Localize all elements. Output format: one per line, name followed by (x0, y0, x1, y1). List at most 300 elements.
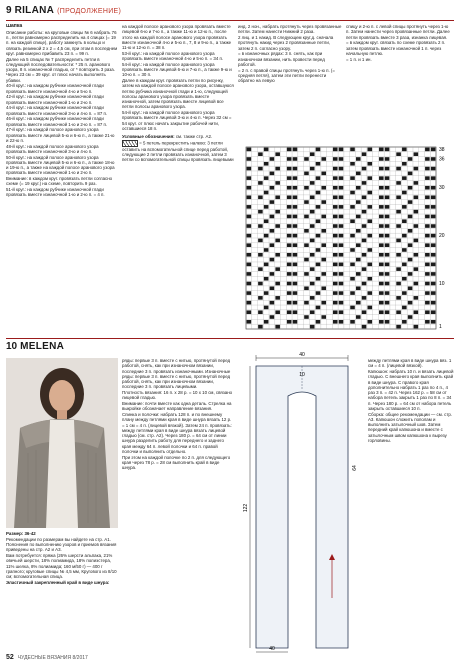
chart-cell (304, 286, 309, 290)
legend-title: Условные обозначения: (122, 134, 175, 139)
chart-cell (287, 148, 292, 152)
chart-cell (258, 224, 263, 228)
chart-cell (362, 181, 367, 185)
chart-cell (333, 263, 338, 267)
chart-cell (425, 320, 430, 324)
chart-cell (362, 296, 367, 300)
knitting-chart-svg (240, 143, 450, 333)
chart-cell (339, 234, 344, 238)
chart-row-label: 10 (439, 281, 445, 287)
chart-cell (247, 167, 252, 171)
chart-cell (287, 243, 292, 247)
paragraph: Спинка и полочки: набрать 128 п. и по внешнему плану между петлями края в виде шнура вязать 12 р. = 1 см = 4 п. (лицевой вязкой). Затем 24 п. провязать: между петлями края в виде шнура вязать лицевой гладью (см. стр. А2). Через 180 р. = 64 см от линии шнура разделить работу для переднего и заднего края между 64 п. левой полочки и 64 п. правой полочки и выполнить отдельно. (122, 412, 232, 454)
chart-cell (431, 195, 436, 199)
chart-cell (333, 176, 338, 180)
chart-cell (379, 263, 384, 267)
chart-cell (368, 205, 373, 209)
chart-cell (368, 277, 373, 281)
chart-cell (258, 152, 263, 156)
chart-cell (321, 301, 326, 305)
paragraph: = в изнаночных рядах: 3 п. снять, как при изнаночном вязании, нить провести перед работой. (238, 51, 325, 67)
chart-cell (431, 301, 436, 305)
paragraph: ряды: первые 3 п. вместе с нитью, протянутой перед работой, снять, как при изнаночном вязании, последние 3 п. провязать изнаночными. Изнаночные ряды: первые 3 п. вместе с нитью, протянутой перед работой, снять, как при изнаночном вязании, последние 3 п. провязать лицевыми. (122, 358, 231, 390)
chart-cell (304, 157, 309, 161)
chart-cell (287, 186, 292, 190)
page-number: 52 (6, 654, 14, 661)
chart-cell (247, 310, 252, 314)
chart-cell (425, 291, 430, 295)
chart-cell (264, 306, 269, 310)
page-footer (6, 654, 88, 661)
chart-cell (414, 282, 419, 286)
chart-cell (425, 205, 430, 209)
chart-cell (264, 277, 269, 281)
chart-cell (247, 272, 252, 276)
chart-cell (356, 172, 361, 176)
chart-cell (425, 215, 430, 219)
chart-cell (321, 243, 326, 247)
paragraph: Описание работы: на круговые спицы № 6 набрать 76 п., петли равномерно распределить на 4 спицах (= 19 п. на каждой спице), работу замкнуть в кольцо и связать резинкой 2 х 2 = 4,5 см, при этом в последнем круг. равномерно прибавить 23 п. = 99 п. (6, 29, 118, 56)
chart-cell (275, 181, 280, 185)
chart-cell (431, 157, 436, 161)
chart-cell (396, 239, 401, 243)
chart-cell (264, 191, 269, 195)
chart-cell (385, 186, 390, 190)
chart-cell (362, 267, 367, 271)
chart-cell (270, 186, 275, 190)
chart-cell (350, 320, 355, 324)
chart-cell (287, 320, 292, 324)
chart-cell (431, 253, 436, 257)
paragraph: Капюшон: набрать 10 п. и вязать лицевой гладью. С внешнего края выполнить край в виде шнура. С правого края дополнительно набрать 1 раз по 4 п., 4 раз 3 п. = 42 п. Через 162 р. = 58 см от набора петель закрыть 1 раз по 8 п. = 34 п. Через 180 р. = 64 см от набора петель закрыть оставшиеся 10 п. (368, 369, 454, 411)
chart-cell (350, 263, 355, 267)
chart-cell (379, 253, 384, 257)
chart-cell (264, 234, 269, 238)
chart-cell (270, 258, 275, 262)
chart-cell (316, 320, 321, 324)
text-column-2 (122, 24, 234, 338)
paragraph: 40-й круг.: на каждом рубчике изнаночной глади провязать вместе изнаночной 4-ю и 5-ю п. (6, 83, 104, 94)
chart-cell (350, 205, 355, 209)
chart-cell (293, 205, 298, 209)
chart-cell (275, 239, 280, 243)
legend-item: = 5 петель перекрестить налево: 3 петли оставить на вспомогательной спице перед работой, следующие 2 петли провязать изнаночной, затем 3 петли со вспомогательной спицы провязать лицевыми (122, 140, 234, 163)
chart-cell (247, 157, 252, 161)
page-header (6, 5, 121, 19)
chart-cell (379, 205, 384, 209)
chart-cell (333, 234, 338, 238)
chart-cell (321, 157, 326, 161)
chart-cell (247, 291, 252, 295)
chart-cell (258, 239, 263, 243)
chart-cell (339, 167, 344, 171)
chart-cell (379, 215, 384, 219)
chart-cell (293, 243, 298, 247)
chart-cell (247, 282, 252, 286)
chart-cell (333, 195, 338, 199)
chart-cell (414, 310, 419, 314)
chart-cell (293, 215, 298, 219)
chart-cell (431, 310, 436, 314)
chart-cell (350, 162, 355, 166)
chart-cell (356, 215, 361, 219)
chart-cell (316, 162, 321, 166)
chart-cell (431, 167, 436, 171)
melena-column-3 (368, 358, 454, 654)
paragraph: 51-й круг.: на каждом рубчике изнаночной глади провязать вместе изнаночной 1-ю и 2-ю п. = 4 п. (6, 187, 105, 198)
chart-cell (402, 291, 407, 295)
chart-cell (385, 291, 390, 295)
chart-cell (247, 176, 252, 180)
chart-cell (287, 234, 292, 238)
chart-cell (316, 148, 321, 152)
chart-cell (339, 186, 344, 190)
chart-cell (333, 301, 338, 305)
chart-cell (316, 234, 321, 238)
chart-cell (316, 205, 321, 209)
chart-cell (414, 195, 419, 199)
chart-cell (304, 315, 309, 319)
chart-cell (258, 267, 263, 271)
knitting-chart (240, 143, 450, 333)
chart-cell (425, 157, 430, 161)
chart-cell (356, 229, 361, 233)
chart-cell (425, 195, 430, 199)
chart-cell (293, 234, 298, 238)
paragraph: 53-й круг.: на каждой полосе аранового узора провязать вместе изнаночной 4-ю и 5-ю п. = 34 п. (122, 50, 224, 61)
chart-cell (321, 286, 326, 290)
chart-cell (275, 167, 280, 171)
chart-cell (408, 157, 413, 161)
paragraph: 54-й круг.: на каждой полосе аранового узора провязать вместе лицевой 6-ю и 7-ю п., а также 9-ю и 10-ю п. = 30 п. (122, 61, 232, 78)
chart-cell (287, 291, 292, 295)
chart-cell (333, 291, 338, 295)
chart-cell (362, 310, 367, 314)
chart-cell (396, 310, 401, 314)
chart-cell (402, 277, 407, 281)
chart-cell (287, 215, 292, 219)
chart-cell (425, 167, 430, 171)
chart-cell (293, 157, 298, 161)
chart-cell (264, 176, 269, 180)
chart-cell (339, 291, 344, 295)
chart-cell (287, 224, 292, 228)
chart-cell (414, 325, 419, 329)
chart-cell (362, 195, 367, 199)
chart-cell (339, 205, 344, 209)
chart-cell (402, 176, 407, 180)
chart-cell (270, 286, 275, 290)
chart-cell (258, 310, 263, 314)
chart-cell (339, 310, 344, 314)
chart-cell (414, 296, 419, 300)
chart-cell (408, 243, 413, 247)
paragraph: спицу и 2-ю п. с левой спицы протянуть через 1-ю п. Затем нанести через провязанные петли. Далее петли провязать вместе 3 раза, изнанка лицевая. (346, 24, 450, 40)
chart-cell (304, 172, 309, 176)
chart-cell (258, 325, 263, 329)
chart-cell (321, 229, 326, 233)
dim-height: 122 (243, 503, 249, 513)
chart-cell (385, 167, 390, 171)
paragraph: Далее на 5 спицах № 7 распределить петли в следующей последовательности: * 25 п. аранового узора, 8 п. изнаночной гладью, от * повторить 3 раза. Через 23 см = 39 круг. от плюс начать выполнять убавки. (6, 56, 115, 83)
chart-cell (368, 306, 373, 310)
chart-cell (431, 215, 436, 219)
chart-cell (356, 315, 361, 319)
chart-cell (402, 320, 407, 324)
chart-cell (379, 167, 384, 171)
chart-cell (396, 325, 401, 329)
chart-cell (316, 176, 321, 180)
chart-cell (408, 172, 413, 176)
chart-cell (339, 320, 344, 324)
chart-cell (287, 167, 292, 171)
chart-cell (379, 224, 384, 228)
magazine-name: ЧУДЕСНЫЕ ВЯЗАНИЯ 8/2017 (17, 655, 88, 661)
chart-cell (287, 310, 292, 314)
chart-cell (356, 301, 361, 305)
chart-cell (264, 148, 269, 152)
chart-cell (264, 263, 269, 267)
chart-cell (362, 224, 367, 228)
chart-cell (247, 215, 252, 219)
legend-ref: см. также стр. А2. (175, 134, 213, 139)
chart-cell (275, 210, 280, 214)
chart-cell (385, 301, 390, 305)
chart-cell (293, 263, 298, 267)
chart-cell (396, 224, 401, 228)
chart-cell (396, 181, 401, 185)
chart-cell (396, 167, 401, 171)
chart-row-label: 36 (439, 156, 445, 163)
chart-cell (385, 224, 390, 228)
text-column-4 (346, 24, 450, 142)
chart-cell (270, 215, 275, 219)
dim-top: 40 (299, 352, 305, 358)
chart-cell (402, 191, 407, 195)
chart-cell (396, 195, 401, 199)
chart-cell (431, 205, 436, 209)
chart-cell (408, 258, 413, 262)
chart-cell (264, 219, 269, 223)
chart-cell (402, 148, 407, 152)
section10-title: MELENA (20, 341, 65, 352)
chart-cell (379, 186, 384, 190)
chart-cell (402, 234, 407, 238)
chart-cell (414, 167, 419, 171)
paragraph: 2 лиц. и 1 накид. В следующем круг.д. сначала протянуть накид через 2 провязанные петли, затем 2 п. согласно узору. (238, 35, 334, 51)
chart-cell (270, 243, 275, 247)
paragraph: При этом на каждой полочке по 2 п. для следующего края через 78 р. = 28 см выполнить край в виде шнура. (122, 454, 231, 470)
chart-cell (350, 306, 355, 310)
chart-cell (368, 234, 373, 238)
chart-cell (431, 282, 436, 286)
chart-cell (425, 176, 430, 180)
chart-cell (287, 205, 292, 209)
chart-cell (270, 229, 275, 233)
dim-bottom: 40 (269, 646, 275, 652)
chart-cell (247, 234, 252, 238)
paragraph: = в каждом круг. связать по схеме провязать 2 п. затем провязать вместе изнаночной 1 п. через начальную петлю. (346, 40, 446, 56)
chart-cell (316, 248, 321, 252)
chart-cell (247, 205, 252, 209)
melena-column-2 (122, 358, 234, 654)
paragraph: 54-й круг.: на каждой полосе аранового узора провязать вместе лицевой 3-ю и 4-ю п. Через 32 см = 54 круг. от плюс начать закрытие рабочей нити, оставшиеся 18 п. (122, 110, 232, 131)
paragraph: 44-й круг.: на каждом рубчике изнаночной глади провязать вместе изнаночной 3-ю и 4-ю п. = 87 п. (6, 105, 108, 116)
chart-cell (350, 148, 355, 152)
chart-cell (321, 258, 326, 262)
chart-cell (293, 291, 298, 295)
chart-cell (362, 325, 367, 329)
chart-cell (385, 215, 390, 219)
chart-cell (275, 152, 280, 156)
chart-cell (310, 210, 315, 214)
chart-cell (425, 186, 430, 190)
chart-row-label: 38 (439, 146, 445, 153)
chart-cell (408, 301, 413, 305)
chart-cell (425, 243, 430, 247)
chart-cell (362, 239, 367, 243)
paragraph: 47-й круг.: на каждой полосе аранового узора провязать вместе лицевой 5-ю и 6-ю п., а также 21-ю и 22-ю п. (6, 127, 115, 143)
chart-cell (431, 224, 436, 228)
chart-cell (316, 219, 321, 223)
chart-cell (339, 282, 344, 286)
chart-cell (431, 243, 436, 247)
chart-cell (258, 181, 263, 185)
chart-cell (379, 320, 384, 324)
chart-cell (310, 325, 315, 329)
garment-schema (238, 348, 363, 656)
chart-cell (362, 282, 367, 286)
chart-cell (333, 215, 338, 219)
section10-number: 10 (6, 341, 18, 352)
edge-title: Эластичный закрепленный край в виде шнура: (6, 579, 110, 585)
chart-cell (408, 272, 413, 276)
chart-cell (425, 263, 430, 267)
chart-row-label: 1 (439, 324, 442, 331)
chart-cell (396, 152, 401, 156)
chart-cell (333, 148, 338, 152)
paragraph: 48-й круг.: на каждой полосе аранового узора провязать вместе изнаночной 3-ю и 4-ю п. (6, 143, 99, 154)
paragraph: Далее в каждом круг. провязать петли по рисунку, затем на каждой полосе аранового узора, оставшуюся петлю рубчика изнаночной глади и 1-ю, следующей полосы аранового узора провязать вместе изнаночной, затем провязать вместе лицевой все петли полосы аранового узора. (122, 78, 234, 110)
chart-cell (379, 234, 384, 238)
chart-cell (414, 181, 419, 185)
section10-header (6, 341, 64, 352)
chart-cell (379, 148, 384, 152)
chart-cell (258, 210, 263, 214)
section-subtitle: (ПРОДОЛЖЕНИЕ) (57, 8, 122, 15)
chart-cell (310, 296, 315, 300)
chart-cell (431, 320, 436, 324)
chart-cell (356, 258, 361, 262)
chart-cell (339, 176, 344, 180)
chart-cell (385, 243, 390, 247)
chart-cell (310, 253, 315, 257)
chart-cell (304, 272, 309, 276)
chart-cell (293, 282, 298, 286)
chart-cell (287, 263, 292, 267)
chart-cell (396, 282, 401, 286)
chart-cell (379, 157, 384, 161)
text-column-3 (238, 24, 342, 142)
chart-cell (425, 253, 430, 257)
chart-cell (287, 253, 292, 257)
chart-cell (339, 263, 344, 267)
chart-cell (247, 263, 252, 267)
chart-cell (385, 320, 390, 324)
chart-cell (379, 282, 384, 286)
chart-cell (293, 320, 298, 324)
paragraph: Рекомендации по размерам вы найдете на стр. А1. Пояснения по выполнению узоров и приемов вязания приведены на стр. А2 и А3. (6, 536, 117, 553)
chart-cell (350, 219, 355, 223)
chart-cell (385, 176, 390, 180)
chart-cell (362, 152, 367, 156)
chart-cell (321, 172, 326, 176)
chart-cell (275, 253, 280, 257)
chart-cell (385, 282, 390, 286)
chart-cell (385, 253, 390, 257)
chart-cell (333, 282, 338, 286)
chart-cell (414, 224, 419, 228)
garment-schema-svg (238, 348, 363, 656)
chart-cell (275, 282, 280, 286)
chart-cell (264, 320, 269, 324)
chart-cell (275, 296, 280, 300)
chart-cell (304, 301, 309, 305)
chart-cell (287, 157, 292, 161)
chart-cell (431, 272, 436, 276)
chart-cell (368, 320, 373, 324)
paragraph: = 1 п. и 1 ин. (346, 56, 372, 62)
chart-cell (350, 277, 355, 281)
chart-cell (293, 167, 298, 171)
chart-cell (310, 267, 315, 271)
chart-cell (414, 152, 419, 156)
chart-cell (247, 224, 252, 228)
chart-cell (310, 310, 315, 314)
chart-cell (425, 148, 430, 152)
chart-cell (356, 286, 361, 290)
chart-cell (402, 219, 407, 223)
chart-cell (304, 258, 309, 262)
chart-cell (425, 224, 430, 228)
chart-cell (356, 157, 361, 161)
chart-cell (310, 282, 315, 286)
chart-cell (247, 148, 252, 152)
section-title: RILANA (14, 5, 55, 16)
chart-cell (362, 167, 367, 171)
chart-cell (310, 224, 315, 228)
chart-cell (356, 200, 361, 204)
chart-cell (356, 186, 361, 190)
chart-cell (414, 210, 419, 214)
chart-cell (270, 200, 275, 204)
chart-cell (264, 248, 269, 252)
chart-cell (310, 239, 315, 243)
paragraph: между петлями края в виде шнура вяз. 1 см = 4 п. (лицевой вязкой). (368, 358, 452, 369)
paragraph: Внимание: почти вместе как одна деталь. Стрелка на выкройке обозначает направление вязания. (122, 401, 232, 412)
chart-cell (408, 286, 413, 290)
paragraph: = 2 п. с правой спицы протянуть через 1-ю п. (= средняя петля), затем эти петли перенести обратно на левую (238, 67, 335, 83)
chart-cell (402, 248, 407, 252)
chart-cell (333, 272, 338, 276)
model-photo (6, 358, 118, 528)
chart-cell (408, 229, 413, 233)
section-rule (6, 338, 454, 339)
chart-row-label: 30 (439, 185, 445, 192)
chart-cell (368, 176, 373, 180)
chart-cell (339, 253, 344, 257)
paragraph: 46-й круг.: на каждом рубчике изнаночной глади провязать вместе изнаночной 1-ю и 2-ю п. = 87 п. (6, 116, 108, 127)
